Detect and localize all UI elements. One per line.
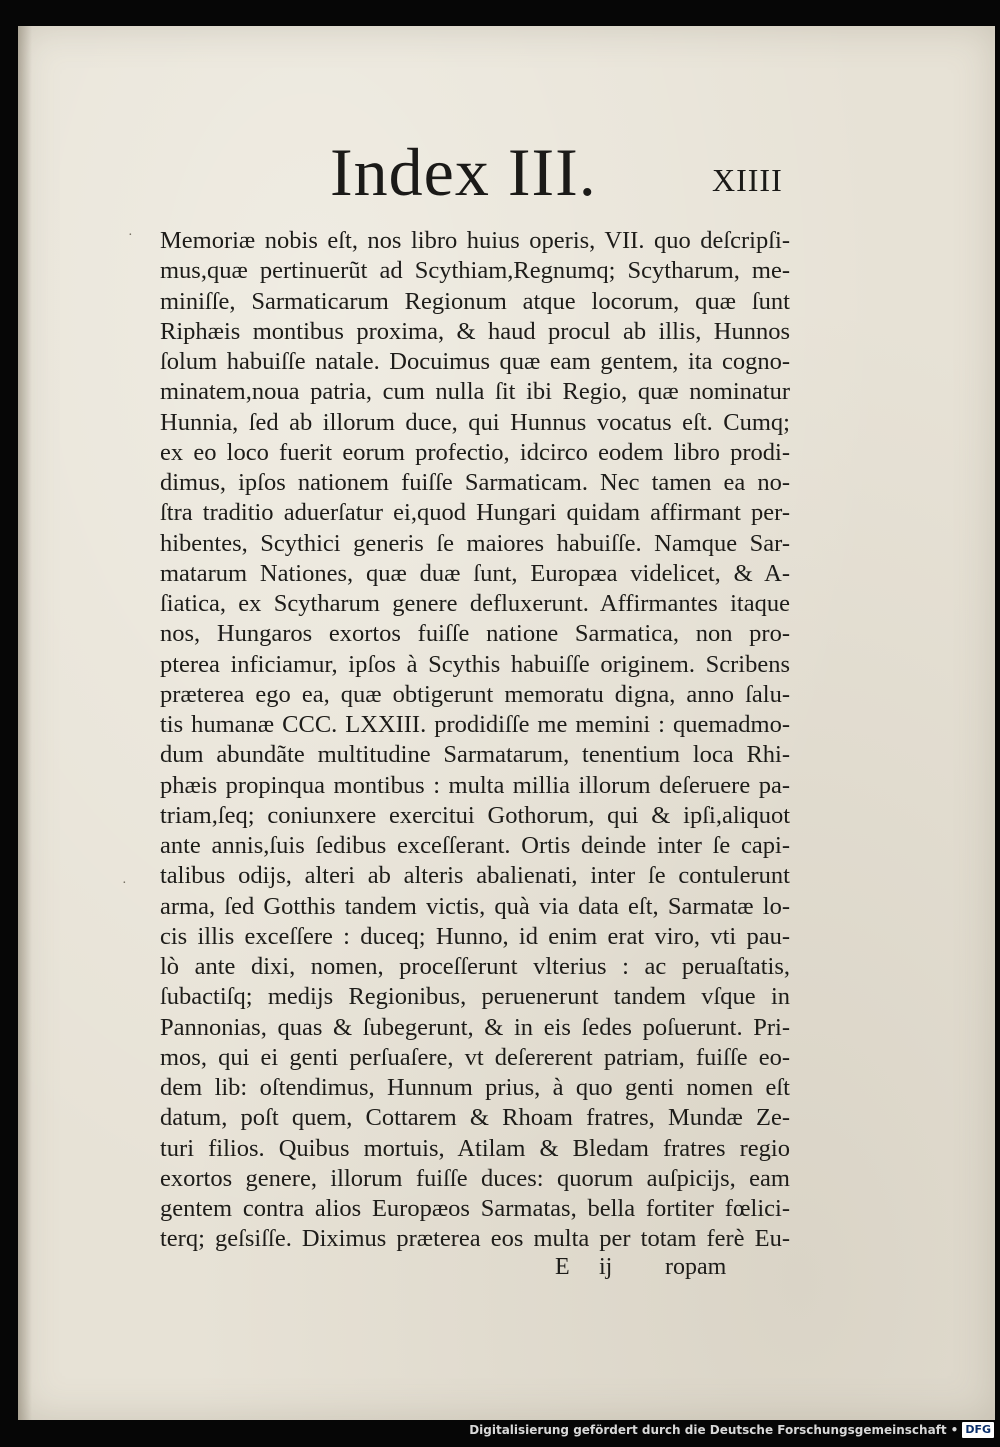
credit-separator: • — [950, 1423, 959, 1437]
text-line: miniſſe, Sarmaticarum Regionum atque locorum, quæ ſunt — [160, 287, 790, 315]
signature-number: ij — [599, 1254, 613, 1280]
text-line: mos, qui ei genti perſuaſere, vt deſererent patriam, fuiſſe eo- — [160, 1043, 790, 1071]
text-line: dimus, ipſos nationem fuiſſe Sarmaticam. Nec tamen ea no- — [160, 469, 790, 496]
digitization-credit — [469, 1419, 994, 1441]
text-line: terq; geſsiſſe. Diximus præterea eos multa per totam ferè Eu- — [160, 1225, 790, 1253]
marginal-mark: · — [128, 228, 133, 243]
text-line: ſubactiſq; medijs Regionibus, peruenerunt tandem vſque in — [160, 983, 790, 1011]
page-title: Index III. — [330, 134, 597, 210]
text-line: hibentes, Scythici generis ſe maiores habuiſſe. Namque Sar- — [160, 529, 790, 557]
text-line: Riphæis montibus proxima, & haud procul ab illis, Hunnos — [160, 317, 790, 345]
text-line: lò ante dixi, nomen, proceſſerunt vlterius : ac peruaſtatis, — [160, 953, 790, 980]
text-line: gentem contra alios Europæos Sarmatas, bella fortiter fœlici- — [160, 1195, 790, 1222]
text-line: dum abundãte multitudine Sarmatarum, tenentium loca Rhi- — [160, 741, 790, 769]
text-line: tis humanæ CCC. LXXIII. prodidiſſe me memini : quemadmo- — [160, 711, 790, 738]
text-line: ex eo loco fuerit eorum profectio, idcirco eodem libro prodi- — [160, 438, 790, 466]
text-line: mus,quæ pertinuerũt ad Scythiam,Regnumq; Scytharum, me- — [160, 257, 790, 285]
text-line: pterea inficiamur, ipſos à Scythis habuiſſe originem. Scribens — [160, 650, 790, 678]
signature-mark: E — [555, 1254, 570, 1280]
text-line: ante annis,ſuis ſedibus exceſſerant. Ortis deinde inter ſe capi- — [160, 832, 790, 859]
text-line: arma, ſed Gotthis tandem victis, quà via data eſt, Sarmatæ lo- — [160, 892, 790, 920]
text-line: datum, poſt quem, Cottarem & Rhoam fratres, Mundæ Ze- — [160, 1104, 790, 1132]
dfg-logo: DFG — [962, 1422, 994, 1438]
marginal-mark: · — [122, 876, 127, 891]
text-line: Memoriæ nobis eſt, nos libro huius operis, VII. quo deſcripſi- — [160, 227, 790, 254]
text-line: turi filios. Quibus mortuis, Atilam & Bledam fratres regio — [160, 1134, 790, 1162]
credit-text: Digitalisierung gefördert durch die Deutsche Forschungsgemeinschaft — [469, 1423, 947, 1437]
text-line: nos, Hungaros exortos fuiſſe natione Sarmatica, non pro- — [160, 620, 790, 648]
text-line: ſolum habuiſſe natale. Docuimus quæ eam gentem, ita cogno- — [160, 348, 790, 375]
text-line: phæis propinqua montibus : multa millia illorum deſeruere pa- — [160, 771, 790, 799]
body-text — [160, 226, 790, 1255]
text-line: matarum Nationes, quæ duæ ſunt, Europæa videlicet, & A- — [160, 559, 790, 587]
text-line: ſtra traditio aduerſatur ei,quod Hungari quidam affirmant per- — [160, 499, 790, 527]
text-line: præterea ego ea, quæ obtigerunt memoratu digna, anno ſalu- — [160, 680, 790, 708]
folio-number: XIIII — [712, 162, 783, 198]
page-gutter-shadow — [18, 26, 32, 1420]
catchword: ropam — [665, 1254, 727, 1280]
text-line: exortos genere, illorum fuiſſe duces: quorum auſpicijs, eam — [160, 1164, 790, 1192]
text-line: minatem,noua patria, cum nulla ſit ibi Regio, quæ nominatur — [160, 378, 790, 406]
text-line: triam,ſeq; coniunxere exercitui Gothorum, qui & ipſi,aliquot — [160, 801, 790, 829]
text-line: Pannonias, quas & ſubegerunt, & in eis ſedes poſuerunt. Pri- — [160, 1013, 790, 1041]
text-line: talibus odijs, alteri ab alteris abalienati, inter ſe contulerunt — [160, 862, 790, 890]
text-line: dem lib: oſtendimus, Hunnum prius, à quo genti nomen eſt — [160, 1074, 790, 1101]
text-line: ſiatica, ex Scytharum genere defluxerunt. Affirmantes itaque — [160, 590, 790, 617]
text-line: cis illis exceſſere : duceq; Hunno, id enim erat viro, vti pau- — [160, 922, 790, 950]
text-line: Hunnia, ſed ab illorum duce, qui Hunnus vocatus eſt. Cumq; — [160, 408, 790, 436]
